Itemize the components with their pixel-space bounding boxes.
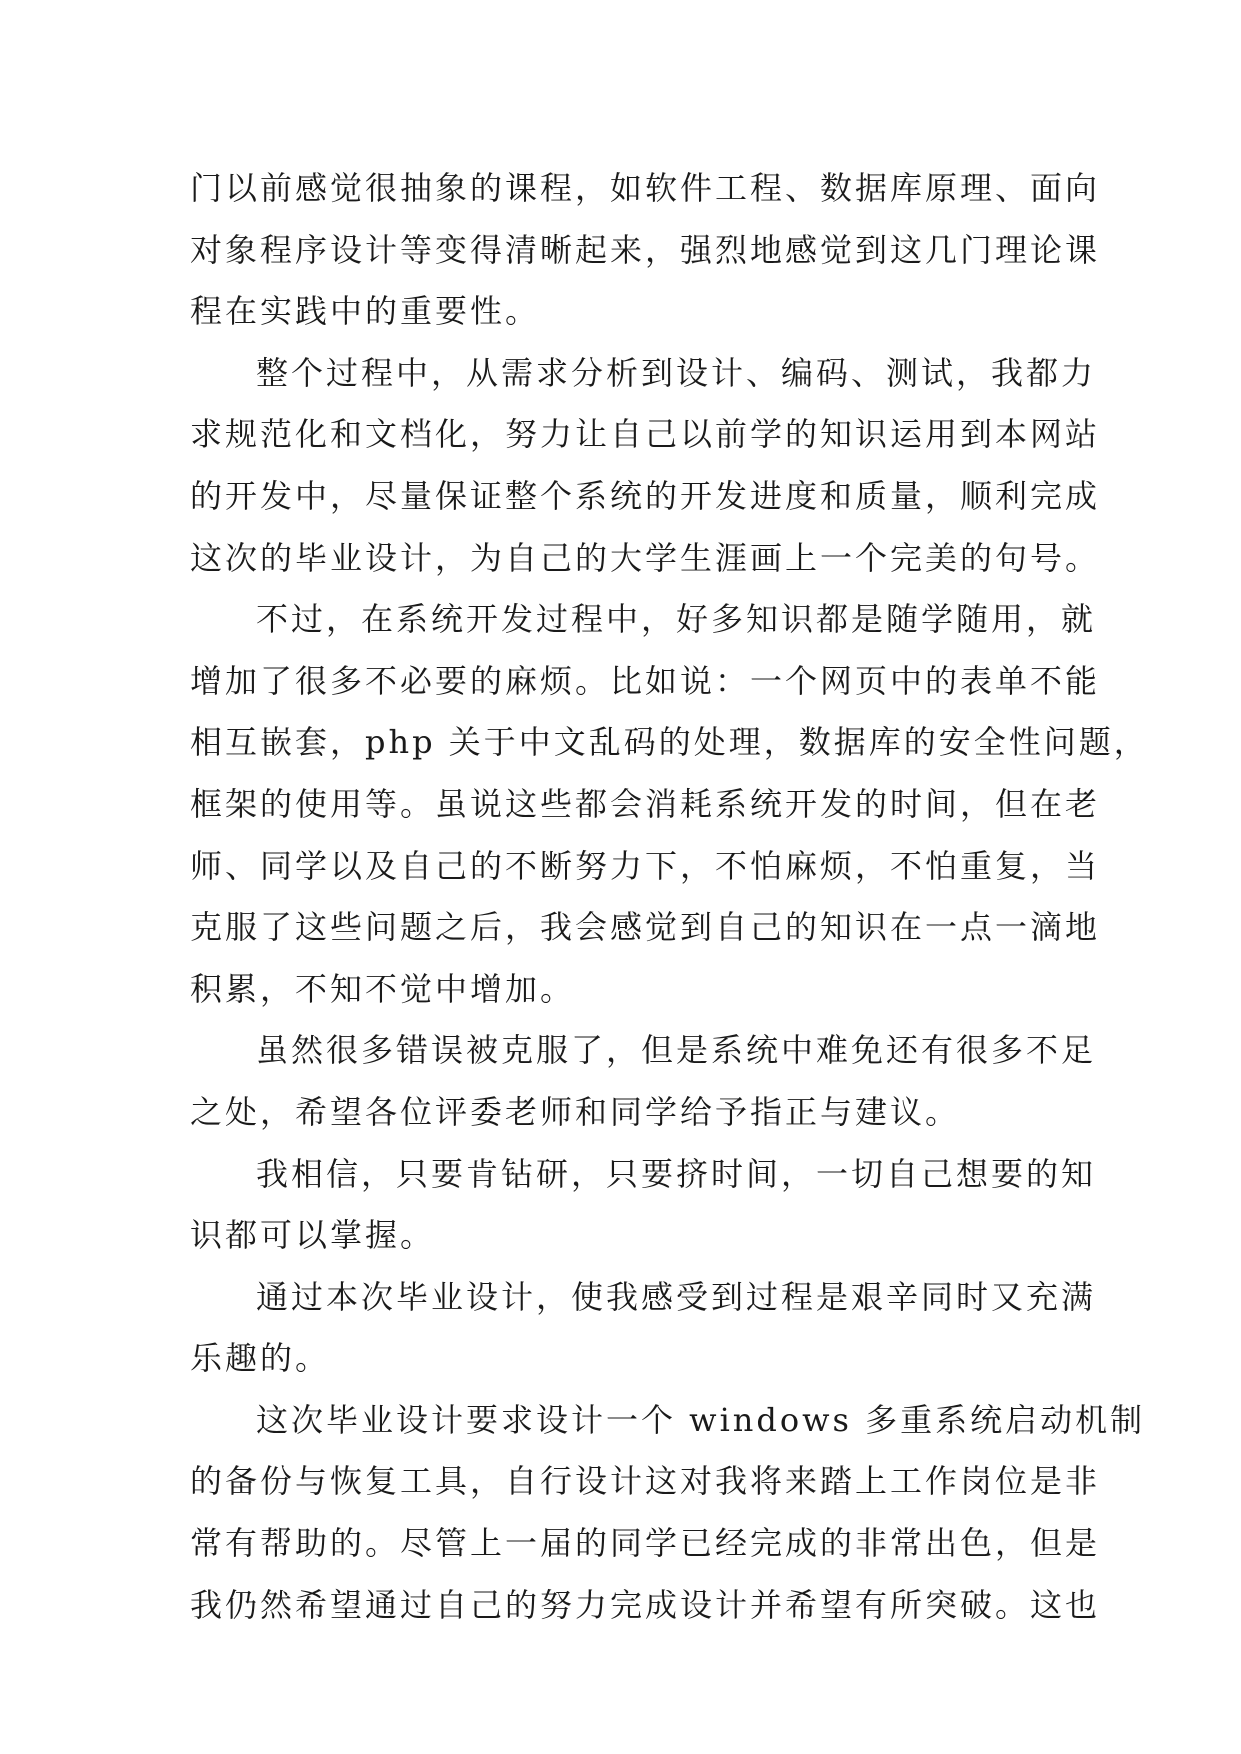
- text-line: 乐趣的。: [190, 1339, 331, 1378]
- text-line: 之处，希望各位评委老师和同学给予指正与建议。: [190, 1092, 961, 1131]
- text-line: 这次的毕业设计，为自己的大学生涯画上一个完美的句号。: [190, 538, 1101, 577]
- paragraph-first-line: 通过本次毕业设计，使我感受到过程是艰辛同时又充满: [256, 1277, 1097, 1316]
- body-text: [190, 158, 1149, 1636]
- text-line: 求规范化和文档化，努力让自己以前学的知识运用到本网站: [190, 415, 1101, 454]
- text-line: 克服了这些问题之后，我会感觉到自己的知识在一点一滴地: [190, 908, 1101, 947]
- text-line: 对象程序设计等变得清晰起来，强烈地感觉到这几门理论课: [190, 230, 1101, 269]
- paragraph-first-line: 这次毕业设计要求设计一个 windows 多重系统启动机制: [256, 1400, 1146, 1439]
- paragraph-first-line: 我相信，只要肯钻研，只要挤时间，一切自己想要的知: [256, 1154, 1097, 1193]
- paragraph-first-line: 整个过程中，从需求分析到设计、编码、测试，我都力: [256, 353, 1097, 392]
- text-line: 的开发中，尽量保证整个系统的开发进度和质量，顺利完成: [190, 476, 1101, 515]
- text-line: 积累，不知不觉中增加。: [190, 969, 576, 1008]
- paragraph-first-line: 不过，在系统开发过程中，好多知识都是随学随用，就: [256, 600, 1097, 639]
- text-line: 门以前感觉很抽象的课程，如软件工程、数据库原理、面向: [190, 169, 1101, 207]
- text-line: 的备份与恢复工具，自行设计这对我将来踏上工作岗位是非: [190, 1462, 1101, 1501]
- text-line: 程在实践中的重要性。: [190, 292, 541, 331]
- text-line: 框架的使用等。虽说这些都会消耗系统开发的时间，但在老: [190, 784, 1101, 823]
- text-line: 识都可以掌握。: [190, 1216, 436, 1255]
- text-line: 师、同学以及自己的不断努力下，不怕麻烦，不怕重复，当: [190, 846, 1101, 885]
- text-line: 我仍然希望通过自己的努力完成设计并希望有所突破。这也: [190, 1585, 1101, 1624]
- text-line: 增加了很多不必要的麻烦。比如说：一个网页中的表单不能: [190, 661, 1101, 700]
- text-line: 相互嵌套，php 关于中文乱码的处理，数据库的安全性问题，: [190, 723, 1149, 762]
- text-line: 常有帮助的。尽管上一届的同学已经完成的非常出色，但是: [190, 1524, 1101, 1563]
- paragraph-first-line: 虽然很多错误被克服了，但是系统中难免还有很多不足: [256, 1031, 1097, 1070]
